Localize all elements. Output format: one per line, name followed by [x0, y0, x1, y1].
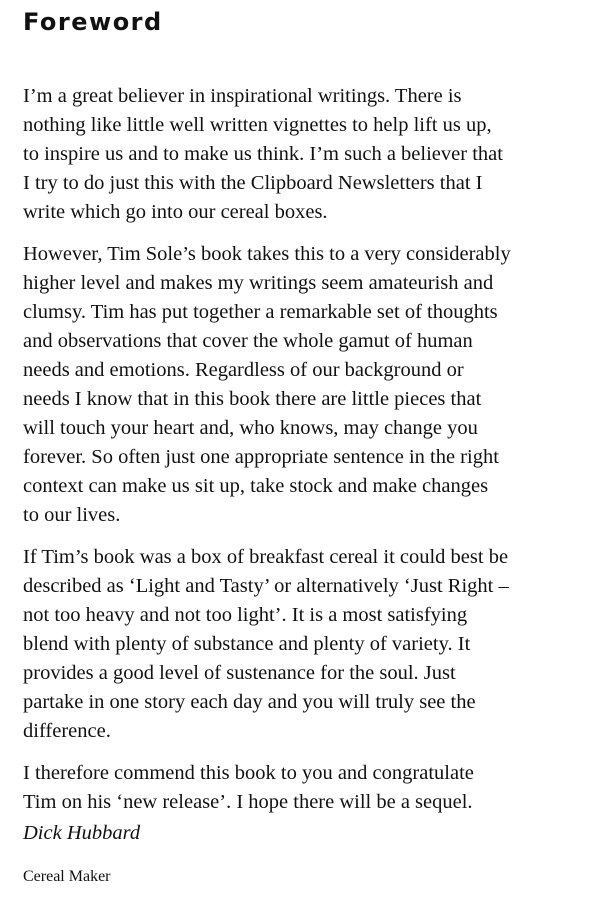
text-line: described as ‘Light and Tasty’ or alternatively ‘Just Right – [23, 575, 509, 597]
foreword-body [23, 82, 591, 830]
text-line: provides a good level of sustenance for the soul. Just [23, 662, 456, 684]
text-line: However, Tim Sole’s book takes this to a very considerably [23, 243, 511, 265]
text-line: to our lives. [23, 504, 121, 526]
text-line: I’m a great believer in inspirational writings. There is [23, 85, 462, 107]
paragraph [23, 759, 591, 817]
text-line: partake in one story each day and you will truly see the [23, 691, 476, 713]
text-line: nothing like little well written vignettes to help lift us up, [23, 114, 492, 136]
paragraph [23, 82, 591, 227]
text-line: difference. [23, 720, 111, 742]
paragraph [23, 543, 591, 746]
text-line: context can make us sit up, take stock and make changes [23, 475, 489, 497]
text-line: needs I know that in this book there are little pieces that [23, 388, 482, 410]
text-line: Tim on his ‘new release’. I hope there will be a sequel. [23, 791, 473, 813]
author-role: Cereal Maker [23, 868, 111, 885]
paragraph [23, 240, 591, 530]
text-line: blend with plenty of substance and plenty of variety. It [23, 633, 471, 655]
page-title: Foreword [23, 8, 163, 36]
text-line: not too heavy and not too light’. It is a most satisfying [23, 604, 468, 626]
text-line: clumsy. Tim has put together a remarkable set of thoughts [23, 301, 498, 323]
text-line: and observations that cover the whole gamut of human [23, 330, 473, 352]
text-line: forever. So often just one appropriate sentence in the right [23, 446, 499, 468]
text-line: write which go into our cereal boxes. [23, 201, 328, 223]
text-line: I try to do just this with the Clipboard Newsletters that I [23, 172, 483, 194]
text-line: will touch your heart and, who knows, may change you [23, 417, 478, 439]
author-signature: Dick Hubbard [23, 822, 141, 844]
text-line: to inspire us and to make us think. I’m such a believer that [23, 143, 503, 165]
text-line: If Tim’s book was a box of breakfast cereal it could best be [23, 546, 509, 568]
text-line: I therefore commend this book to you and congratulate [23, 762, 474, 784]
text-line: needs and emotions. Regardless of our background or [23, 359, 464, 381]
text-line: higher level and makes my writings seem amateurish and [23, 272, 494, 294]
